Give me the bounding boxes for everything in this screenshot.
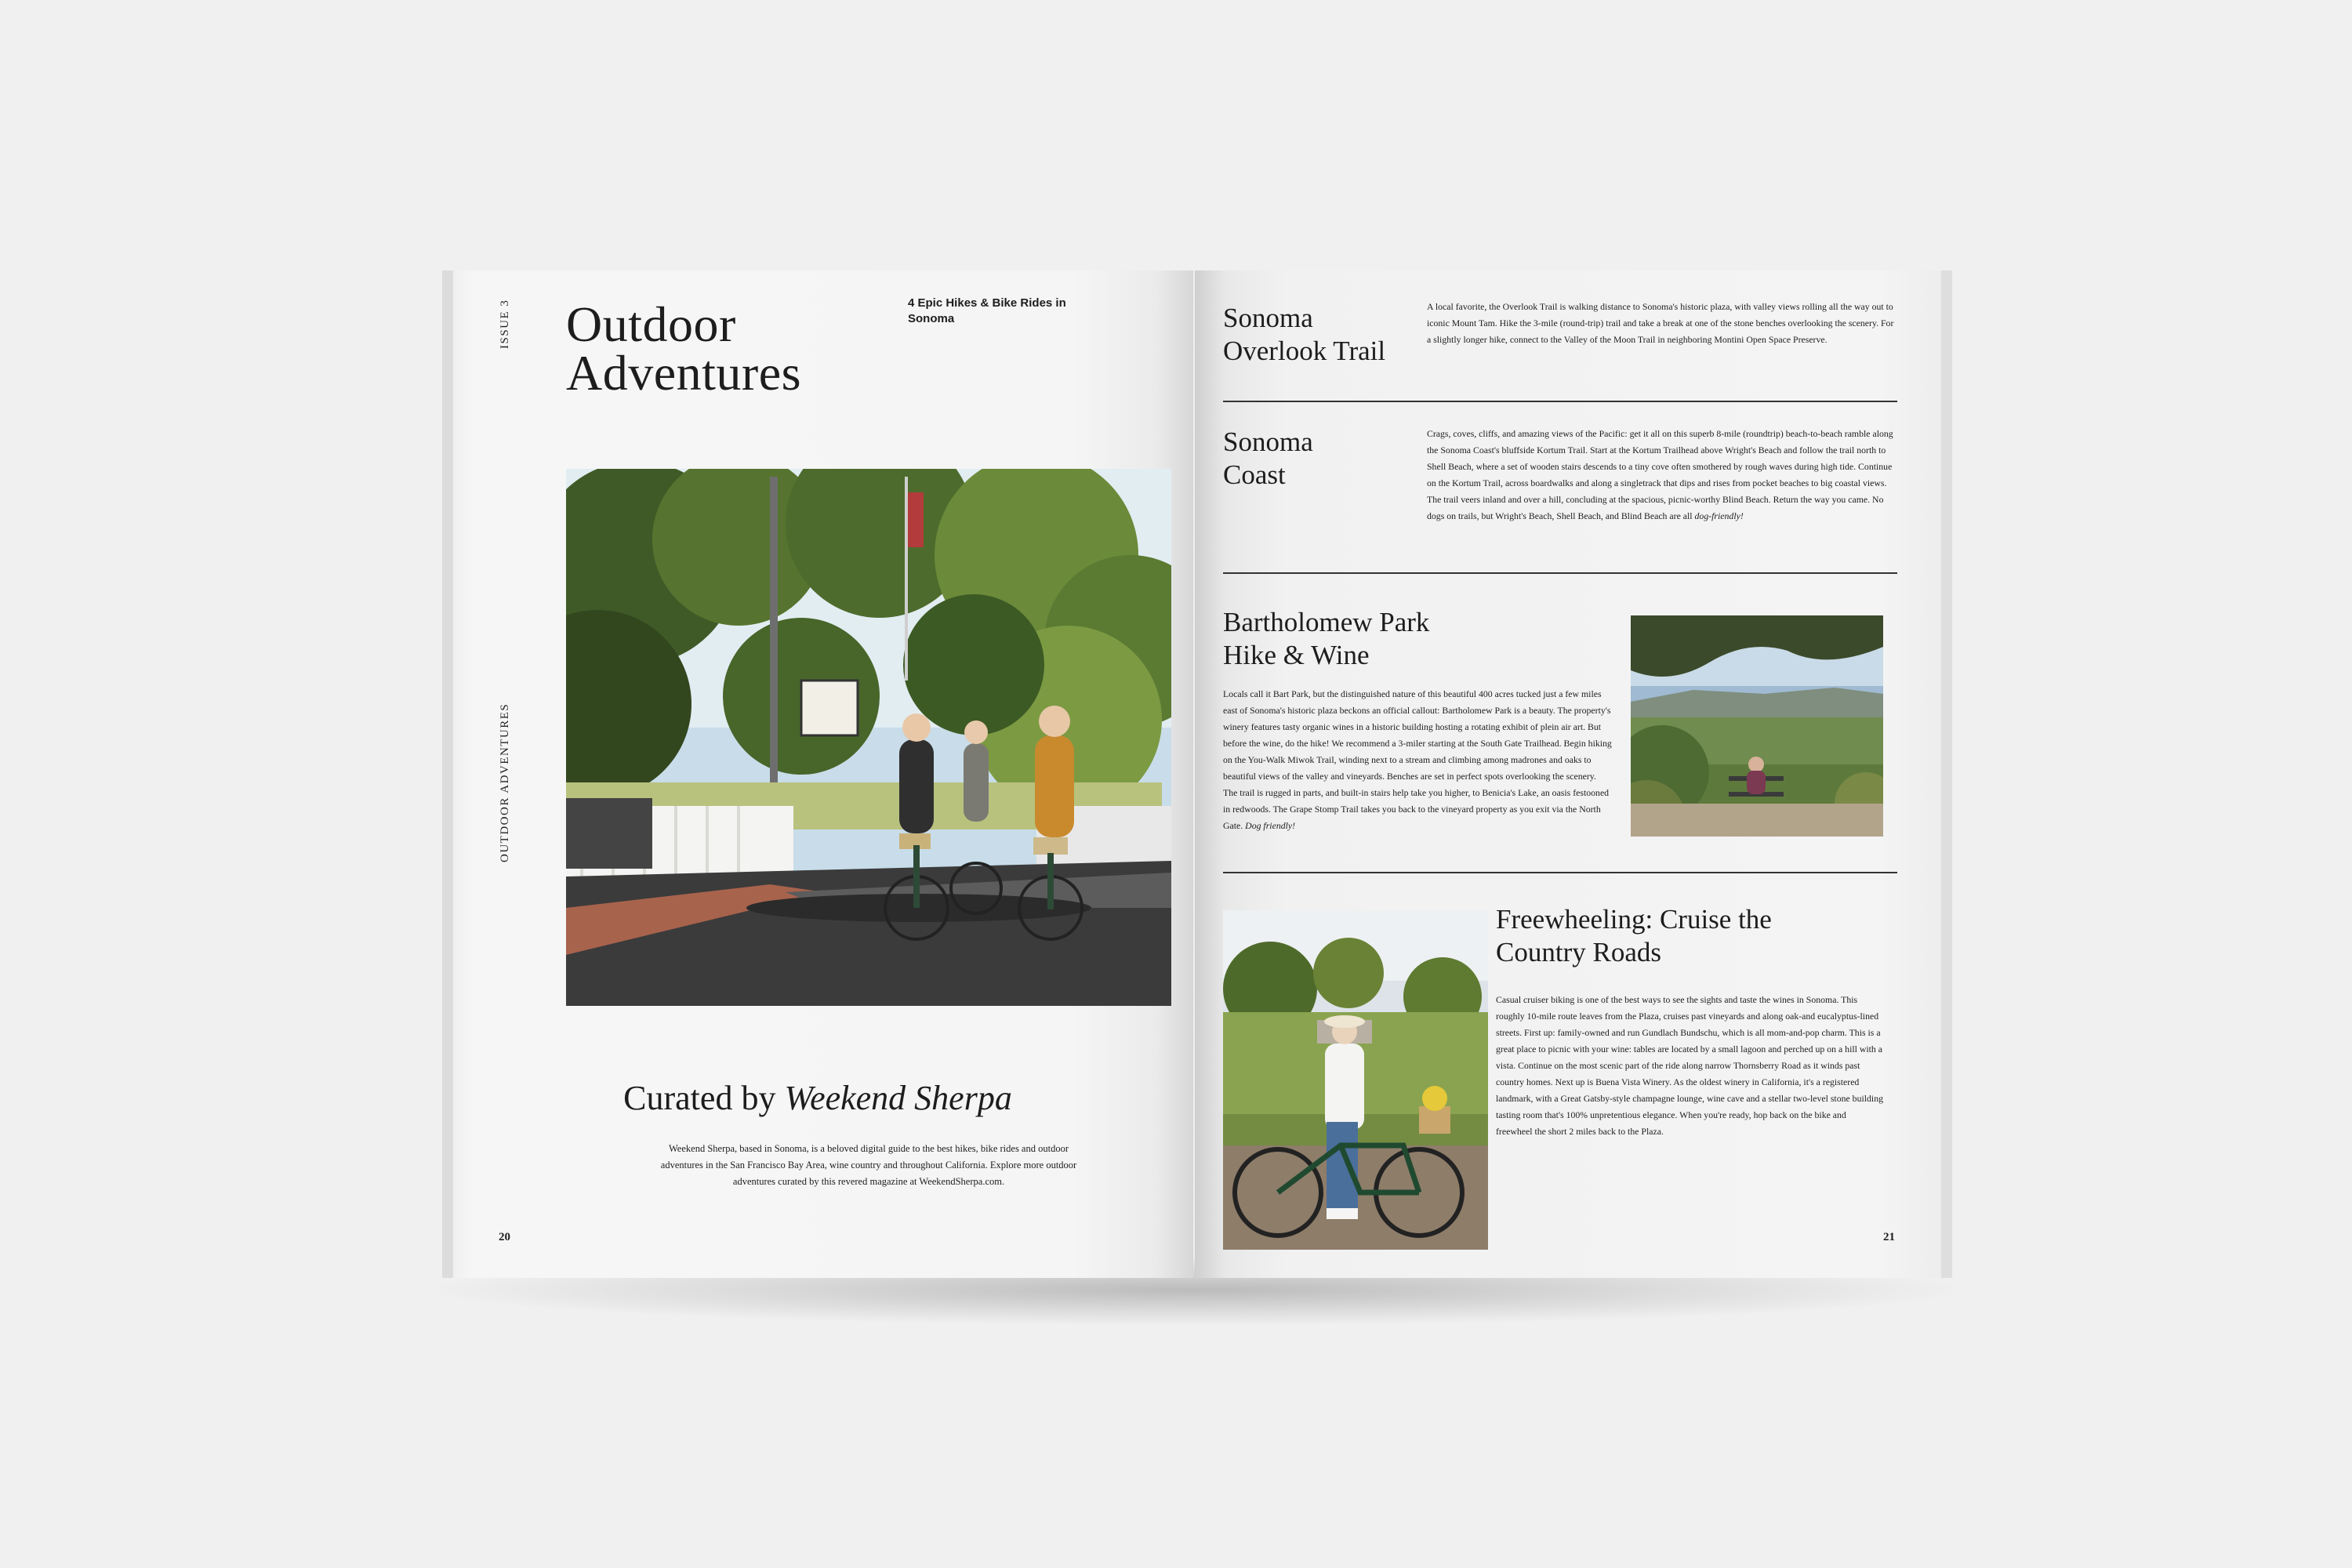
section-body-coast-em: dog-friendly! <box>1694 510 1744 521</box>
cyclists-photo <box>566 469 1171 1006</box>
section-divider <box>1223 401 1897 402</box>
section-body-overlook: A local favorite, the Overlook Trail is walking distance to Sonoma's historic plaza, with valley views rolling all the way out to iconic Mount Tam. Hike the 3-mile (round-trip) trail and take a break at one of the stone benches overlooking the scenery. For a slightly longer hike, connect to the Valley of the Moon Trail in neighboring Montini Open Space Preserve. <box>1427 301 1894 345</box>
curated-name: Weekend Sherpa <box>784 1079 1012 1117</box>
section-title-freewheeling-text: Freewheeling: Cruise the Country Roads <box>1496 904 1772 967</box>
section-title-bartholomew <box>1223 606 1474 672</box>
page-title <box>566 296 833 401</box>
curated-prefix: Curated by <box>623 1079 785 1117</box>
section-divider <box>1223 872 1897 873</box>
section-title-coast-text: Sonoma Coast <box>1223 426 1313 490</box>
intro-paragraph: Weekend Sherpa, based in Sonoma, is a beloved digital guide to the best hikes, bike rides and outdoor adventures in the San Francisco Bay Area, wine country and throughout California. Explore more outdoor adventures curated by this revered magazine at WeekendSherpa.com. <box>660 1143 1077 1187</box>
section-body-freewheeling: Casual cruiser biking is one of the best ways to see the sights and taste the wines in Sonoma. This roughly 10-mile route leaves from the Plaza, cruises past vineyards and along oak-and eucalyptus-lined streets. First up: family-owned and run Gundlach Bundschu, which is all mom-and-pop charm. This is a great place to picnic with your wine: tables are located by a small lagoon and perched up on a hill with a vista. Continue on the most scenic part of the ride along narrow Thornsberry Road as it winds past country homes. Next up is Buena Vista Winery. As the oldest winery in California, it's a registered landmark, with a Great Gatsby-style champagne lounge, wine cave and a stellar two-level stone building tasting room that's 100% unpretentious elegance. When you're ready, hop back on the bike and freewheel the short 2 miles back to the Plaza. <box>1496 994 1884 1137</box>
section-title-coast <box>1223 426 1341 492</box>
section-title-overlook-text: Sonoma Overlook Trail <box>1223 303 1386 366</box>
page-title-text: Outdoor Adventures <box>566 296 802 401</box>
bench-view-photo <box>1631 615 1883 837</box>
left-page <box>442 270 1193 1278</box>
page-edge-left <box>442 270 453 1278</box>
page-edge-right <box>1941 270 1952 1278</box>
section-title-bartholomew-text: Bartholomew Park Hike & Wine <box>1223 607 1430 670</box>
issue-label: ISSUE 3 <box>499 299 511 349</box>
page-number-left: 20 <box>499 1231 510 1243</box>
section-title-freewheeling <box>1496 903 1833 969</box>
cruiser-bike-photo <box>1223 910 1488 1250</box>
page-number-right: 21 <box>1883 1231 1895 1243</box>
section-divider <box>1223 572 1897 574</box>
section-body-bartholomew-em: Dog friendly! <box>1245 820 1296 831</box>
section-title-overlook <box>1223 302 1419 368</box>
right-page <box>1195 270 1952 1278</box>
section-body-coast <box>1427 426 1897 524</box>
section-side-label: OUTDOOR ADVENTURES <box>499 702 511 862</box>
kicker: 4 Epic Hikes & Bike Rides in Sonoma <box>908 296 1066 325</box>
section-body-bartholomew <box>1223 686 1612 834</box>
section-body-bartholomew-text: Locals call it Bart Park, but the distinguished nature of this beautiful 400 acres tucked just a few miles east of Sonoma's historic plaza beckons an official callout: Bartholomew Park is a beauty. The property's winery features tasty organic wines in a historic building hosting a rotating exhibit of plein air art. But before the wine, do the hike! We recommend a 3-miler starting at the South Gate Trailhead. Begin hiking on the You-Walk Miwok Trail, winding next to a stream and climbing among madrones and oaks to beautiful views of the valley and vineyards. Benches are set in perfect spots overlooking the scenery. The trail is rugged in parts, and built-in stairs help take you higher, to Benicia's Lake, an oasis festooned in redwoods. The Grape Stomp Trail takes you back to the vineyard property as you exit via the North Gate. <box>1223 688 1612 831</box>
section-body-coast-text: Crags, coves, cliffs, and amazing views of the Pacific: get it all on this superb 8-mile (roundtrip) beach-to-beach ramble along the Sonoma Coast's bluffside Kortum Trail. Start at the Kortum Trailhead above Wright's Beach and follow the trail north to Shell Beach, where a set of wooden stairs descends to a tiny cove often smothered by rough waves during high tide. Continue on the Kortum Trail, across boardwalks and along a singletrack that dips and rises from pocket beaches to big coastal views. The trail veers inland and over a hill, concluding at the spacious, picnic-worthy Blind Beach. Return the way you came. No dogs on trails, but Wright's Beach, Shell Beach, and Blind Beach are all <box>1427 428 1893 521</box>
curated-by-heading <box>442 1078 1193 1118</box>
